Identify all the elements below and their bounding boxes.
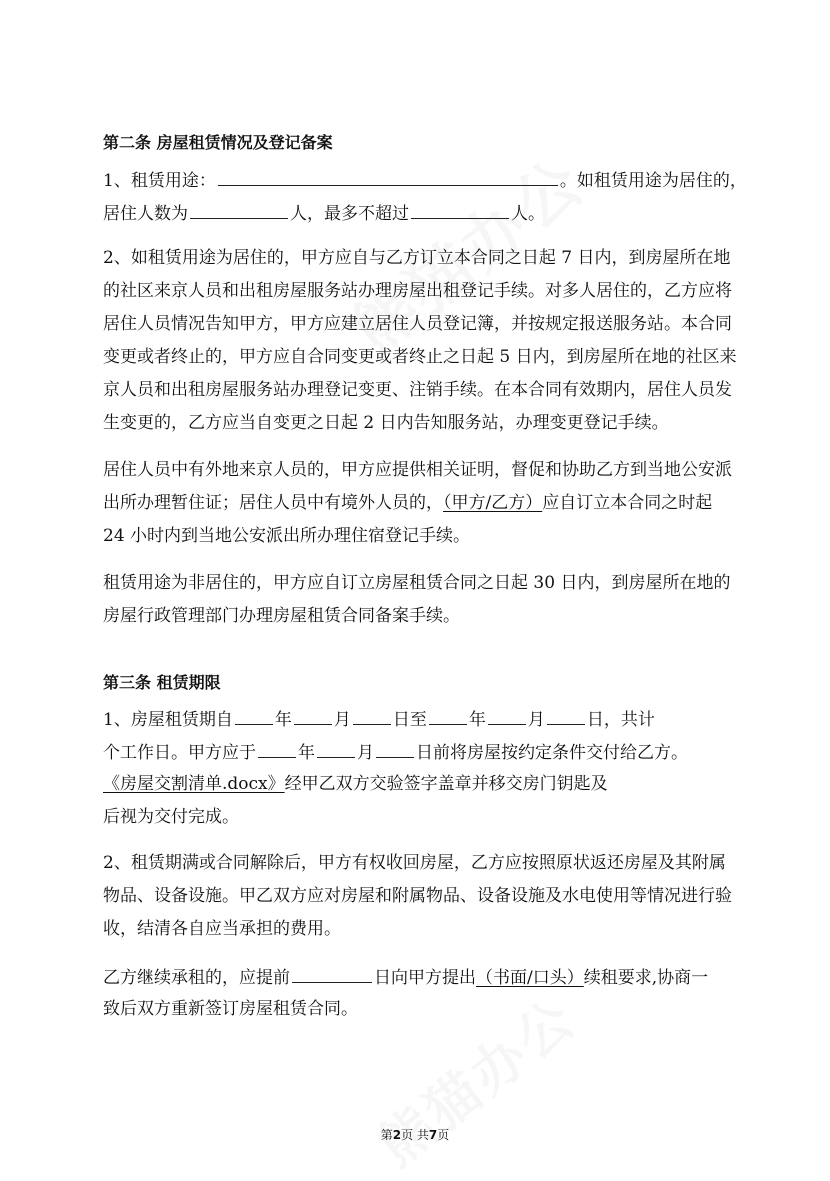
text: 年 [298, 743, 315, 763]
s3-p3-line2: 致后双方重新签订房屋租赁合同。 [103, 999, 358, 1019]
text: 页 [437, 1128, 450, 1142]
text: 。如租赁用途为居住的， [559, 171, 747, 191]
renewal-days-blank[interactable] [292, 964, 372, 983]
page-number: 2 [392, 1128, 402, 1142]
s2-p3-line2 [103, 491, 712, 515]
text: 日，共计 [586, 710, 655, 730]
start-day-blank[interactable] [353, 706, 391, 725]
start-month-blank[interactable] [294, 706, 332, 725]
section-2-heading: 第二条 房屋租赁情况及登记备案 [103, 133, 333, 152]
s2-p2-line: 生变更的，乙方应当自变更之日起 2 日内告知服务站，办理变更登记手续。 [103, 413, 669, 433]
resident-count-blank[interactable] [190, 200, 288, 219]
delivery-year-blank[interactable] [258, 739, 296, 758]
watermark-text-bottom [360, 977, 590, 1181]
text: 续租要求,协商一 [583, 968, 709, 988]
text: 第 [380, 1128, 393, 1142]
text: 人。 [511, 204, 545, 224]
text: 居住人数为 [103, 204, 188, 224]
s2-p2-line: 居住人员情况告知甲方，甲方应建立居住人员登记簿，并按规定报送服务站。本合同 [103, 314, 732, 334]
s2-p3-line1: 居住人员中有外地来京人员的，甲方应提供相关证明，督促和协助乙方到当地公安派 [103, 460, 732, 480]
text: 日向甲方提出 [374, 968, 476, 988]
page-total: 7 [428, 1128, 438, 1142]
notice-form-choice[interactable]: （书面/口头） [476, 968, 584, 988]
s3-p3-line1 [103, 964, 708, 990]
usage-blank[interactable] [218, 167, 558, 186]
s3-p2-line: 物品、设备设施。甲乙双方应对房屋和附属物品、设备设施及水电使用等情况进行验 [103, 886, 732, 906]
text: 年 [468, 710, 486, 730]
s2-p2-line: 2、如租赁用途为居住的，甲方应自与乙方订立本合同之日起 7 日内，到房屋所在地 [103, 248, 731, 268]
s3-p2-line: 2、租赁期满或合同解除后，甲方有权收回房屋，乙方应按照原状返还房屋及其附属 [103, 853, 726, 873]
text: 人，最多不超过 [290, 204, 409, 224]
start-year-blank[interactable] [235, 706, 273, 725]
text: 应自订立本合同之时起 [542, 493, 713, 513]
text: 页 共 [401, 1128, 429, 1142]
text: 月 [357, 743, 374, 763]
s2-p2-line: 变更或者终止的，甲方应自合同变更或者终止之日起 5 日内，到房屋所在地的社区来 [103, 347, 737, 367]
s3-p1-line1 [103, 706, 655, 732]
text: 乙方继续承租的，应提前 [103, 968, 290, 988]
section-3-heading: 第三条 租赁期限 [103, 673, 221, 692]
text: 经甲乙双方交验签字盖章并移交房门钥匙及 [284, 774, 608, 794]
text: 个工作日。甲方应于 [103, 743, 256, 763]
s3-p1-line2 [103, 739, 688, 765]
text: 月 [527, 710, 545, 730]
end-month-blank[interactable] [488, 706, 526, 725]
page-footer [0, 1127, 830, 1143]
end-year-blank[interactable] [429, 706, 467, 725]
s2-p4-line: 房屋行政管理部门办理房屋租赁合同备案手续。 [103, 606, 460, 626]
delivery-month-blank[interactable] [317, 739, 355, 758]
end-day-blank[interactable] [547, 706, 585, 725]
text: 1、租赁用途： [103, 171, 216, 191]
text: 日前将房屋按约定条件交付给乙方。 [416, 743, 688, 763]
s2-p4-line: 租赁用途为非居住的，甲方应自订立房屋租赁合同之日起 30 日内，到房屋所在地的 [103, 573, 731, 593]
s2-p2-line: 的社区来京人员和出租房屋服务站办理房屋出租登记手续。对多人居住的，乙方应将 [103, 281, 732, 301]
text: 日至 [392, 710, 427, 730]
s2-p3-line3: 24 小时内到当地公安派出所办理住宿登记手续。 [103, 526, 471, 546]
s2-p2-line: 京人员和出租房屋服务站办理登记变更、注销手续。在本合同有效期内，居住人员发 [103, 380, 732, 400]
text: 1、房屋租赁期自 [103, 710, 233, 730]
delivery-day-blank[interactable] [376, 739, 414, 758]
s3-p2-line: 收，结清各自应当承担的费用。 [103, 919, 341, 939]
text: 月 [333, 710, 351, 730]
text: 年 [274, 710, 292, 730]
s3-p1-line3 [103, 772, 608, 796]
s2-p1-line2 [103, 200, 545, 226]
handover-list-link[interactable]: 《房屋交割清单.docx》 [103, 774, 285, 794]
text: 出所办理暂住证；居住人员中有境外人员的， [103, 493, 443, 513]
max-resident-blank[interactable] [411, 200, 509, 219]
s3-p1-line4: 后视为交付完成。 [103, 807, 239, 827]
s2-p1-line1 [103, 167, 747, 193]
party-choice[interactable]: （甲方/乙方） [443, 493, 543, 513]
